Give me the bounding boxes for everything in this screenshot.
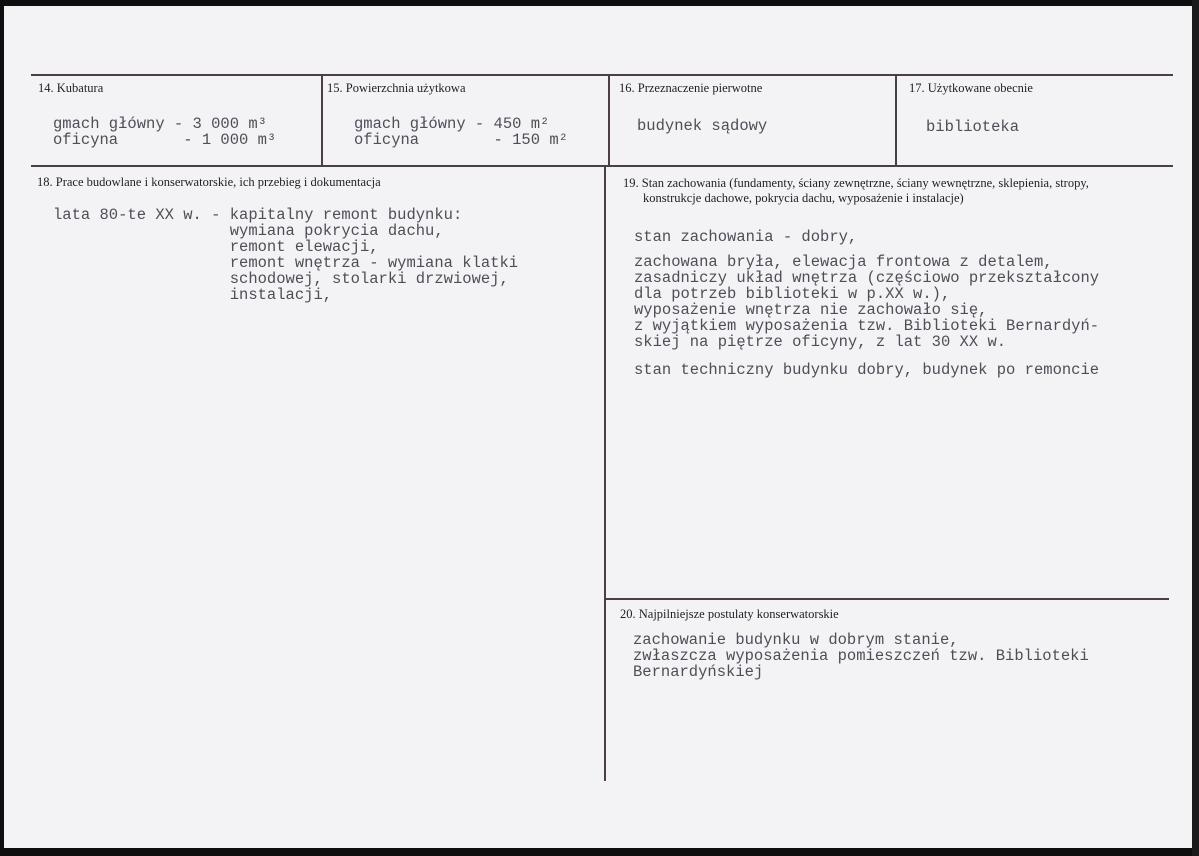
row-divider [31,165,1173,167]
field-19-description: zachowana bryła, elewacja frontowa z detalem, zasadniczy układ wnętrza (częściowo przekształcony dla potrzeb biblioteki w p.XX w.), wyposażenie wnętrza nie zachowało się, z wyjątkiem wyposażenia tzw. Biblioteki Bernardyń- skiej na piętrze oficyny, z lat 30 XX w. [634,253,1100,351]
field-20-label: 20. Najpilniejsze postulaty konserwatorskie [620,607,839,621]
divider-16-17 [895,75,897,166]
field-18-value: lata 80-te XX w. - kapitalny remont budynku: wymiana pokrycia dachu, remont elewacji, remont wnętrza - wymiana klatki schodowej, stolarki drzwiowej, instalacji, [53,206,519,304]
field-16-label: 16. Przeznaczenie pierwotne [619,81,763,95]
field-19-condition: stan zachowania - dobry, [634,228,858,246]
field-19-label: 19. Stan zachowania (fundamenty, ściany zewnętrzne, ściany wewnętrzne, sklepienia, stropy, [623,176,1089,190]
divider-15-16 [608,75,610,166]
field-17-value: biblioteka [926,118,1020,136]
field-20-value: zachowanie budynku w dobrym stanie, zwłaszcza wyposażenia pomieszczeń tzw. Biblioteki Bernardyńskiej [633,631,1089,681]
field-19-technical: stan techniczny budynku dobry, budynek po remoncie [634,361,1100,379]
field-15-label: 15. Powierzchnia użytkowa [327,81,466,95]
divider-18-19 [604,166,606,781]
field-18-label: 18. Prace budowlane i konserwatorskie, ich przebieg i dokumentacja [37,175,381,189]
divider-14-15 [321,75,323,166]
field-19-label-cont: konstrukcje dachowe, pokrycia dachu, wyposażenie i instalacje) [643,191,964,205]
field-16-value: budynek sądowy [637,117,768,135]
field-15-value: gmach główny - 450 m² oficyna - 150 m² [354,115,568,149]
divider-19-20 [605,598,1169,600]
scan-edge [1192,0,1199,856]
field-14-label: 14. Kubatura [38,81,104,95]
field-14-value: gmach główny - 3 000 m³ oficyna - 1 000 m³ [53,115,277,149]
field-17-label: 17. Użytkowane obecnie [909,81,1033,95]
top-rule [31,74,1173,76]
